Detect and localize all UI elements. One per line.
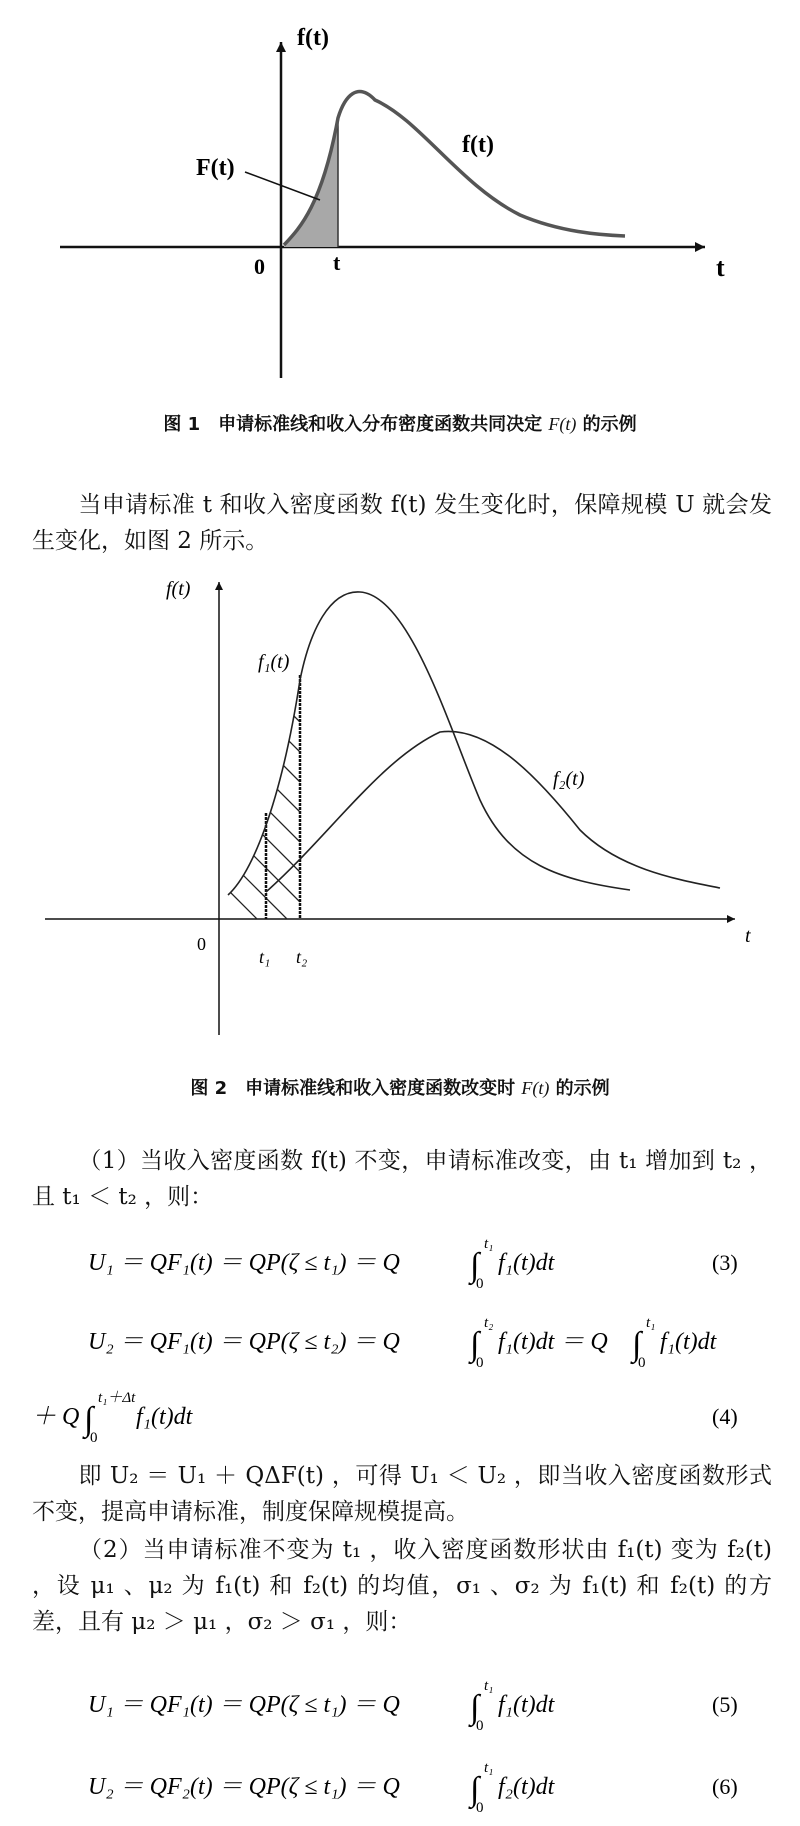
eq6-integrand: f₂(t)dt [498, 1774, 555, 1800]
fig1-y-label: f(t) [297, 25, 329, 51]
eq4a-lower-1: 0 [476, 1355, 484, 1371]
formula-4a [0, 1305, 800, 1375]
eq4b-number: (4) [712, 1404, 738, 1429]
fig2-origin-label: 0 [197, 934, 206, 954]
formula-4b [0, 1380, 800, 1450]
eq5-number: (5) [712, 1692, 738, 1717]
fig2-curve-f1 [228, 592, 630, 895]
eq4b-lhs: ＋ Q [32, 1404, 80, 1430]
figure-2-caption: 图 2 申请标准线和收入密度函数改变时 F(t) 的示例 [190, 1078, 610, 1099]
eq5-integrand: f₁(t)dt [498, 1692, 555, 1718]
eq5-upper: t₁ [484, 1678, 494, 1694]
fig2-y-label: f(t) [166, 578, 191, 600]
figure-2 [0, 565, 800, 1045]
eq6-lower: 0 [476, 1800, 484, 1816]
eq4b-lower: 0 [90, 1430, 98, 1446]
eq4a-upper-2: t₁ [646, 1315, 656, 1331]
paragraph-4: （2）当申请标准不变为 t₁ ，收入密度函数形状由 f₁(t) 变为 f₂(t) ，设 μ₁ 、μ₂ 为 f₁(t) 和 f₂(t) 的均值，σ₁ 、σ₂ 为 f₁(t) 和 f₂(t) 的方差，且有 μ₂ ＞ μ₁ ，σ₂ ＞ σ₁ ，则： [32, 1537, 772, 1635]
fig1-area-pointer [245, 172, 320, 200]
eq4a-integral-sign-2: ∫ [632, 1326, 642, 1363]
eq3-integral-sign: ∫ [470, 1247, 480, 1284]
paragraph-1: 当申请标准 t 和收入密度函数 f(t) 发生变化时，保障规模 U 就会发生变化，如图 2 所示。 [32, 492, 772, 554]
fig2-t1-label: t₁ [259, 947, 271, 967]
paragraph-3: 即 U₂ ＝ U₁ ＋ QΔF(t) ，可得 U₁ ＜ U₂ ，即当收入密度函数形式不变，提高申请标准，制度保障规模提高。 [32, 1463, 772, 1525]
eq5-lower: 0 [476, 1718, 484, 1734]
eq4b-integrand: f₁(t)dt [136, 1404, 193, 1430]
figure-1 [0, 0, 800, 400]
fig1-area-label: F(t) [196, 155, 235, 181]
eq3-number: (3) [712, 1250, 738, 1275]
fig2-curve1-label: f₁(t) [258, 651, 290, 673]
fig2-hatch-region [228, 650, 300, 962]
eq3-integrand: f₁(t)dt [498, 1250, 555, 1276]
eq4b-upper: t₁＋Δt [98, 1390, 136, 1406]
paragraph-2: （1）当收入密度函数 f(t) 不变，申请标准改变，由 t₁ 增加到 t₂ ，且 t₁ ＜ t₂ ，则： [32, 1148, 772, 1210]
fig2-x-label: t [745, 925, 751, 947]
eq3-lhs: U₁ ＝ QF₁(t) ＝ QP(ζ ≤ t₁) ＝ Q [88, 1250, 400, 1276]
eq4a-integrand-1: f₁(t)dt ＝ Q [498, 1329, 608, 1355]
fig1-curve-label: f(t) [462, 132, 494, 158]
eq6-lhs: U₂ ＝ QF₂(t) ＝ QP(ζ ≤ t₁) ＝ Q [88, 1774, 400, 1800]
fig2-t2-label: t₂ [296, 947, 308, 967]
eq5-lhs: U₁ ＝ QF₁(t) ＝ QP(ζ ≤ t₁) ＝ Q [88, 1692, 400, 1718]
eq4a-integrand-2: f₁(t)dt [660, 1329, 717, 1355]
fig2-curve2-label: f₂(t) [553, 768, 585, 790]
eq4a-lower-2: 0 [638, 1355, 646, 1371]
eq3-upper: t₁ [484, 1236, 494, 1252]
fig1-x-label: t [716, 253, 725, 282]
eq4a-lhs: U₂ ＝ QF₁(t) ＝ QP(ζ ≤ t₂) ＝ Q [88, 1329, 400, 1355]
eq5-integral-sign: ∫ [470, 1689, 480, 1726]
fig1-shaded-area [284, 118, 338, 247]
formula-5 [0, 1668, 800, 1738]
eq6-integral-sign: ∫ [470, 1771, 480, 1808]
fig1-threshold-label: t [333, 250, 341, 275]
fig2-curve-f2 [266, 731, 720, 892]
formula-3 [0, 1226, 800, 1296]
eq6-number: (6) [712, 1774, 738, 1799]
eq4b-integral-sign: ∫ [84, 1401, 94, 1438]
formula-6 [0, 1750, 800, 1820]
figure-1-caption: 图 1 申请标准线和收入分布密度函数共同决定 F(t) 的示例 [163, 414, 637, 435]
fig1-origin-label: 0 [254, 254, 265, 279]
eq6-upper: t₁ [484, 1760, 494, 1776]
eq4a-integral-sign-1: ∫ [470, 1326, 480, 1363]
eq4a-upper-1: t₂ [484, 1315, 494, 1331]
eq3-lower: 0 [476, 1276, 484, 1292]
